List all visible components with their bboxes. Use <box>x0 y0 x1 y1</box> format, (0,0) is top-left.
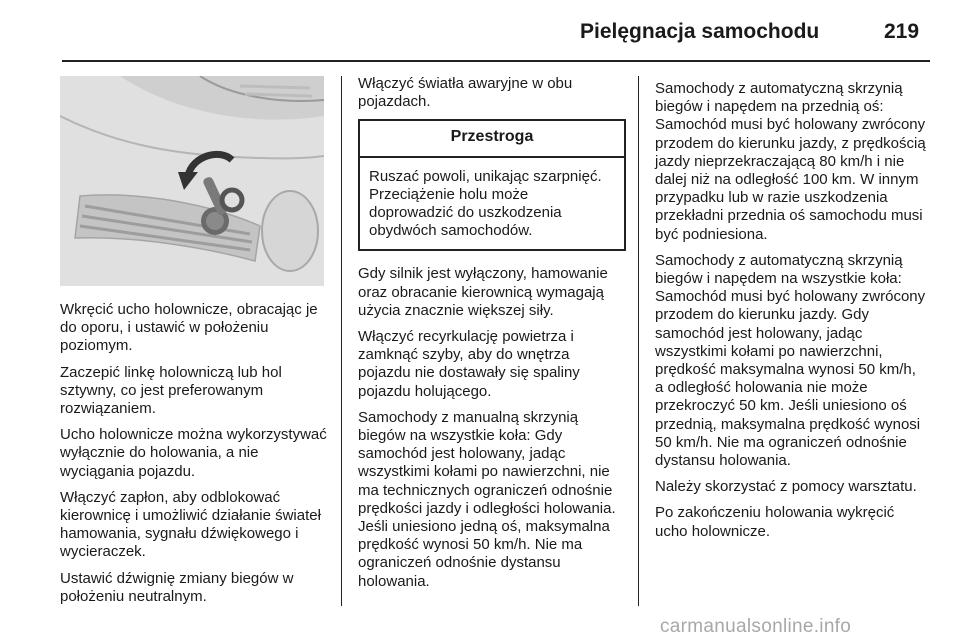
column-middle <box>358 75 626 599</box>
caution-box <box>358 119 626 251</box>
paragraph: Wkręcić ucho holownicze, obracając je do oporu, i ustawić w położeniu poziomym. <box>60 301 318 355</box>
column-right <box>655 80 927 549</box>
tow-eye-illustration <box>60 76 324 286</box>
header-divider <box>62 60 930 62</box>
paragraph: Ucho holownicze można wykorzystywać wyłącznie do holowania, a nie wyciągania pojazdu. <box>60 426 327 480</box>
paragraph: Włączyć światła awaryjne w obu pojazdach. <box>358 75 573 111</box>
column-divider <box>341 76 342 606</box>
page-number: 219 <box>884 20 920 43</box>
paragraph: Gdy silnik jest wyłączony, hamowanie oraz obracanie kierownicą wymagają użycia znacznie większej siły. <box>358 265 608 319</box>
paragraph: Po zakończeniu holowania wykręcić ucho holownicze. <box>655 504 895 540</box>
caution-body: Ruszać powoli, unikając szarpnięć. Przeciążenie holu może doprowadzić do uszkodzenia obydwóch samochodów. <box>369 167 602 240</box>
paragraph: Samochody z manualną skrzynią biegów na wszystkie koła: Gdy samochód jest holowany, jadąc wszystkimi kołami po nawierzchni, nie ma technicznych ograniczeń odnośnie prędkości jazdy i odległości holowania. Jeśli uniesiono jedną oś, maksymalna prędkość wynosi 50 km/h. Nie ma ograniczeń odnośnie dystansu holowania. <box>358 408 616 590</box>
paragraph: Zaczepić linkę holowniczą lub hol sztywny, co jest preferowanym rozwiązaniem. <box>60 363 282 418</box>
paragraph: Samochody z automatyczną skrzynią biegów i napędem na wszystkie koła: Samochód musi być holowany zwrócony przodem do kierunku jazdy. Gdy samochód jest holowany, jadąc wszystkimi kołami po nawierzchni, prędkość maksymalna wynosi 50 km/h, a odległość holowania nie może przekroczyć 50 km. Jeśli uniesiono oś przednią, maksymalna prędkość wynosi 50 km/h. Nie ma ograniczeń odnośnie dystansu holowania. <box>655 251 926 470</box>
column-divider <box>638 76 639 606</box>
column-left <box>60 301 332 614</box>
paragraph: Samochody z automatyczną skrzynią biegów i napędem na przednią oś: Samochód musi być holowany zwrócony przodem do kierunku jazdy, z prędkością jazdy nieprzekraczającą 80 km/h i nie dalej niż na odległość 100 km. W innym przypadku lub w razie uszkodzenia przekładni przednia oś samochodu musi być podniesiona. <box>655 80 926 243</box>
paragraph: Ustawić dźwignię zmiany biegów w położeniu neutralnym. <box>60 569 294 605</box>
paragraph: Należy skorzystać z pomocy warsztatu. <box>655 478 917 496</box>
paragraph: Włączyć recyrkulację powietrza i zamknąć szyby, aby do wnętrza pojazdu nie dostawały się spaliny pojazdu holującego. <box>358 328 580 400</box>
bumper-drawing <box>60 76 324 286</box>
caution-title: Przestroga <box>360 121 624 157</box>
page-header-title: Pielęgnacja samochodu <box>580 20 820 43</box>
paragraph: Włączyć zapłon, aby odblokować kierownicę i umożliwić działanie świateł hamowania, sygnału dźwiękowego i wycieraczek. <box>60 488 321 561</box>
watermark: carmanualsonline.info <box>660 616 852 637</box>
